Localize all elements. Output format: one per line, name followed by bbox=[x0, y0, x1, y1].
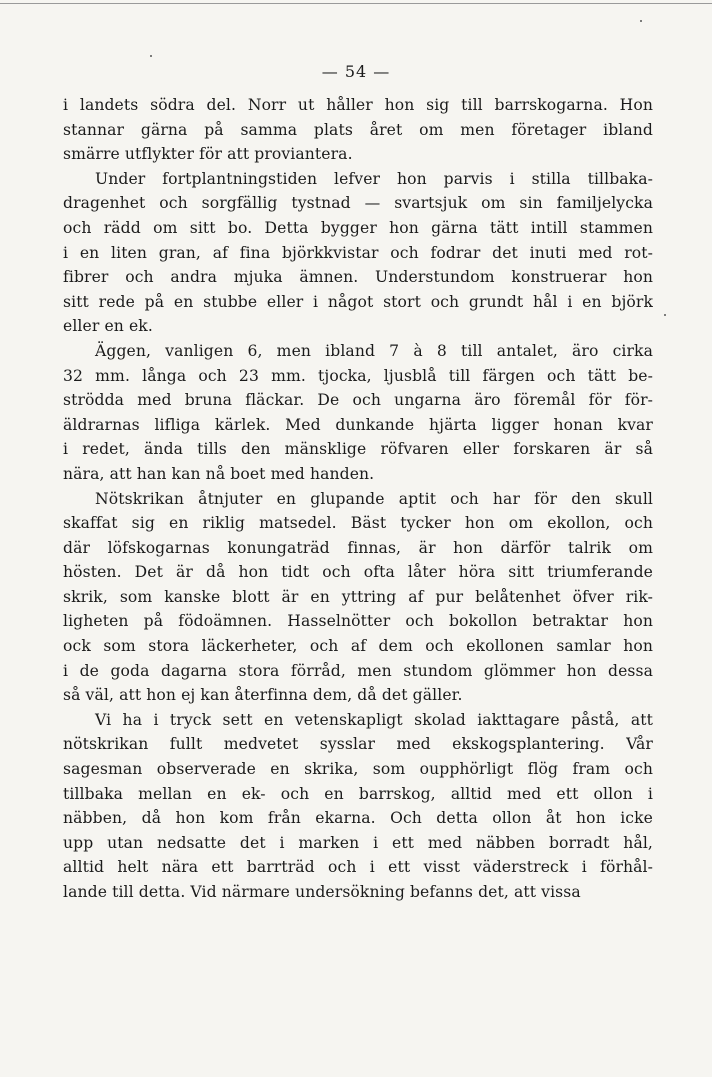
text-line: där löfskogarnas konungaträd finnas, är hon därför talrik om bbox=[63, 538, 653, 557]
text-line: lande till detta. Vid närmare undersökning befanns det, att vissa bbox=[63, 883, 581, 901]
text-line: Äggen, vanligen 6, men ibland 7 à 8 till antalet, äro cirka bbox=[95, 341, 653, 360]
text-line: stannar gärna på samma plats året om men företager ibland bbox=[63, 120, 653, 139]
text-line: fibrer och andra mjuka ämnen. Understundom konstruerar hon bbox=[63, 268, 653, 287]
text-line: skaffat sig en riklig matsedel. Bäst tycker hon om ekollon, och bbox=[63, 514, 653, 533]
text-line: eller en ek. bbox=[63, 317, 153, 336]
text-line: nära, att han kan nå boet med handen. bbox=[63, 464, 375, 483]
text-line: ligheten på födoämnen. Hasselnötter och bokollon betraktar hon bbox=[63, 612, 653, 631]
text-line: 32 mm. långa och 23 mm. tjocka, ljusblå till färgen och tätt be- bbox=[63, 366, 653, 385]
speck-mark bbox=[150, 55, 152, 57]
text-line: skrik, som kanske blott är en yttring af pur belåtenhet öfver rik- bbox=[63, 587, 653, 606]
body-text bbox=[63, 93, 653, 905]
top-border-line bbox=[0, 3, 712, 4]
text-line: sagesman observerade en skrika, som oupphörligt flög fram och bbox=[63, 760, 653, 779]
text-line: alltid helt nära ett barrträd och i ett visst väderstreck i förhål- bbox=[63, 858, 653, 877]
paragraph bbox=[63, 167, 653, 339]
text-line: och rädd om sitt bo. Detta bygger hon gärna tätt intill stammen bbox=[63, 218, 653, 237]
text-line: i en liten gran, af fina björkkvistar och fodrar det inuti med rot- bbox=[63, 243, 653, 262]
text-line: Vi ha i tryck sett en vetenskapligt skolad iakttagare påstå, att bbox=[95, 710, 653, 729]
text-line: smärre utflykter för att proviantera. bbox=[63, 145, 353, 164]
text-line: näbben, då hon kom från ekarna. Och detta ollon åt hon icke bbox=[63, 809, 653, 828]
text-line: ock som stora läckerheter, och af dem och ekollonen samlar hon bbox=[63, 637, 653, 656]
text-line: dragenhet och sorgfällig tystnad — svartsjuk om sin familjelycka bbox=[63, 194, 653, 213]
text-line: tillbaka mellan en ek- och en barrskog, alltid med ett ollon i bbox=[63, 784, 653, 803]
text-line: i de goda dagarna stora förråd, men stundom glömmer hon dessa bbox=[63, 661, 653, 680]
text-line: sitt rede på en stubbe eller i något stort och grundt hål i en björk bbox=[63, 292, 653, 311]
text-line: hösten. Det är då hon tidt och ofta låter höra sitt triumferande bbox=[63, 563, 653, 582]
text-line: strödda med bruna fläckar. De och ungarna äro föremål för för- bbox=[63, 391, 653, 410]
text-line: i landets södra del. Norr ut håller hon sig till barrskogarna. Hon bbox=[63, 96, 653, 114]
text-line: äldrarnas lifliga kärlek. Med dunkande hjärta ligger honan kvar bbox=[63, 415, 653, 434]
text-line: i redet, ända tills den mänsklige röfvaren eller forskaren är så bbox=[63, 440, 653, 459]
paragraph bbox=[63, 339, 653, 487]
page-number: — 54 — bbox=[321, 62, 391, 81]
text-line: nötskrikan fullt medvetet sysslar med ekskogsplantering. Vår bbox=[63, 735, 653, 754]
paragraph bbox=[63, 487, 653, 708]
text-line: Nötskrikan åtnjuter en glupande aptit och har för den skull bbox=[95, 489, 653, 508]
speck-mark bbox=[640, 20, 642, 22]
text-line: upp utan nedsatte det i marken i ett med näbben borradt hål, bbox=[63, 833, 653, 852]
text-line: så väl, att hon ej kan återfinna dem, då det gäller. bbox=[63, 686, 463, 705]
paragraph bbox=[63, 708, 653, 905]
text-line: Under fortplantningstiden lefver hon parvis i stilla tillbaka- bbox=[95, 169, 653, 188]
speck-mark bbox=[664, 314, 666, 316]
paragraph bbox=[63, 93, 653, 167]
